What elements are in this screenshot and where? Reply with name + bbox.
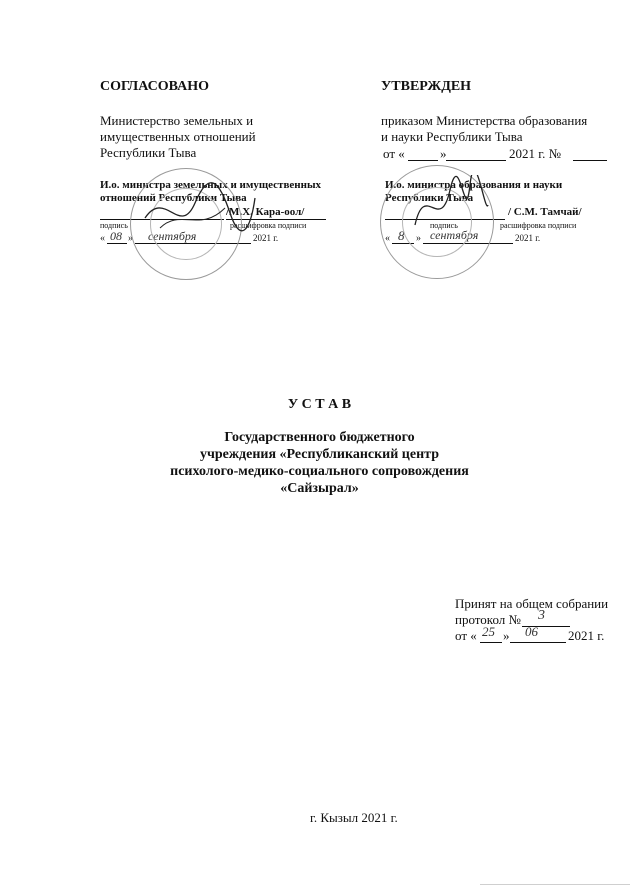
left-date-month-handwritten: сентября	[148, 229, 197, 243]
adopted-date-year: 2021 г.	[568, 628, 605, 643]
adopted-date-mid: »	[503, 628, 510, 643]
footer-city-year: г. Кызыл 2021 г.	[310, 810, 398, 825]
right-official-line-1: И.о. министра образования и науки	[385, 179, 563, 191]
adopted-date-prefix: от «	[455, 628, 477, 643]
left-header: СОГЛАСОВАНО	[100, 79, 209, 94]
protocol-number-handwritten: 3	[538, 608, 545, 623]
right-date-year: 2021 г.	[515, 233, 541, 243]
title-line-2: учреждения «Республиканский центр	[200, 447, 439, 462]
adopted-month-line	[510, 642, 566, 643]
adopted-line: Принят на общем собрании	[455, 596, 609, 611]
right-date-month-handwritten: сентября	[430, 228, 479, 242]
left-official-line-1: И.о. министра земельных и имущественных	[100, 179, 322, 191]
right-order-line-2: и науки Республики Тыва	[381, 129, 523, 144]
left-org-line-3: Республики Тыва	[100, 145, 197, 160]
left-org-line-1: Министерство земельных и	[100, 113, 254, 128]
right-order-date-prefix: от «	[383, 146, 405, 161]
left-date-close: »	[128, 233, 133, 244]
adopted-month-handwritten: 06	[525, 624, 538, 639]
right-official-line-2: Республики Тыва	[385, 192, 474, 204]
adopted-day-handwritten: 25	[482, 624, 495, 639]
left-org-line-2: имущественных отношений	[100, 129, 256, 144]
left-signer-name: /М.Х. Кара-оол/	[226, 206, 305, 218]
protocol-label: протокол №	[455, 612, 521, 627]
left-signature-scribble	[140, 178, 260, 248]
document-title: У С Т А В	[287, 397, 352, 412]
right-signature-scribble	[410, 175, 490, 240]
right-decode-caption: расшифровка подписи	[500, 221, 577, 230]
right-order-number-line	[573, 160, 607, 161]
left-official-line-2: отношений Республики Тыва	[100, 192, 247, 204]
right-date-open: «	[385, 233, 390, 244]
right-order-year: 2021 г. №	[509, 146, 562, 161]
title-line-1: Государственного бюджетного	[224, 430, 415, 445]
adopted-day-line	[480, 642, 502, 643]
left-date-open: «	[100, 233, 105, 244]
right-sig-caption: подпись	[430, 221, 458, 230]
right-order-day-line	[408, 160, 438, 161]
right-date-close: »	[416, 233, 421, 244]
left-decode-caption: расшифровка подписи	[230, 221, 307, 230]
left-sig-caption: подпись	[100, 221, 128, 230]
right-header: УТВЕРЖДЕН	[381, 79, 472, 94]
right-signer-name: / С.М. Тамчай/	[508, 206, 582, 218]
right-order-date-mid: »	[440, 146, 447, 161]
left-date-year: 2021 г.	[253, 233, 279, 243]
title-line-4: «Сайзырал»	[280, 481, 359, 496]
right-order-line-1: приказом Министерства образования	[381, 113, 588, 128]
right-order-month-line	[446, 160, 506, 161]
title-line-3: психолого-медико-социального сопровождения	[170, 464, 469, 479]
scan-artifact-line	[480, 884, 630, 885]
right-date-day-handwritten: 8	[398, 228, 405, 243]
left-date-day-handwritten: 08	[110, 229, 122, 243]
